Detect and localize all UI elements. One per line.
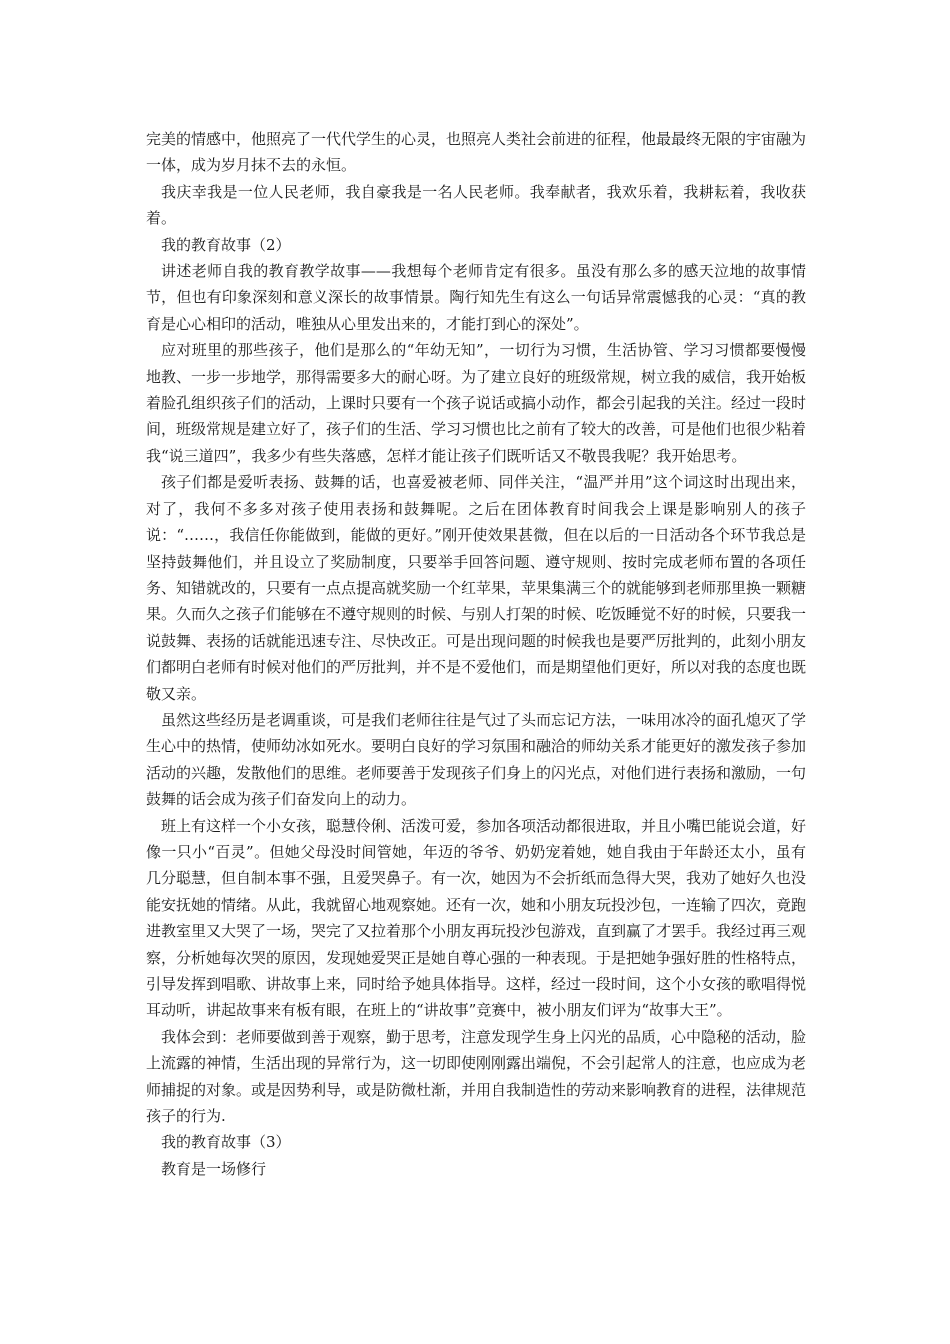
paragraph-class-routine: 应对班里的那些孩子，他们是那么的“年幼无知”，一切行为习惯，生活协管、学习习惯都要慢慢地教、一步一步地学，那得需要多大的耐心呀。为了建立良好的班级常规，树立我的威信，我开始板着脸孔组织孩子们的活动，上课时只要有一个孩子说话或搞小动作，都会引起我的关注。经过一段时间，班级常规是建立好了，孩子们的生活、学习习惯也比之前有了较大的改善，可是他们也很少粘着我“说三道四”，我多少有些失落感，怎样才能让孩子们既听话又不敬畏我呢？我开始思考。 xyxy=(146,341,807,465)
document-page xyxy=(146,126,806,1182)
paragraph-reflection: 虽然这些经历是老调重谈，可是我们老师往往是气过了头而忘记方法，一味用冰冷的面孔熄灭了学生心中的热情，使师幼冰如死水。要明白良好的学习氛围和融洽的师幼关系才能更好的激发孩子参加活动的兴趣，发散他们的思维。老师要善于发现孩子们身上的闪光点，对他们进行表扬和激励，一句鼓舞的话会成为孩子们奋发向上的动力。 xyxy=(146,710,807,809)
paragraph-intro-continued: 完美的情感中，他照亮了一代代学生的心灵，也照亮人类社会前进的征程，他最最终无限的宇宙融为一体，成为岁月抹不去的永恒。 xyxy=(146,130,807,175)
paragraph-story-2-intro: 讲述老师自我的教育教学故事——我想每个老师肯定有很多。虽没有那么多的感天泣地的故事情节，但也有印象深刻和意义深长的故事情景。陶行知先生有这么一句话异常震憾我的心灵：“真的教育是心心相印的活动，唯独从心里发出来的，才能打到心的深处”。 xyxy=(146,262,806,333)
paragraph-praise-encouragement: 孩子们都是爱听表扬、鼓舞的话，也喜爱被老师、同伴关注，“温严并用”这个词这时出现出来，对了，我何不多多对孩子使用表扬和鼓舞呢。之后在团体教育时间我会上课是影响别人的孩子说：“……，我信任你能做到，能做的更好。”刚开使效果甚微，但在以后的一日活动各个环节我总是坚持鼓舞他们，并且设立了奖励制度，只要举手回答问题、遵守规则、按时完成老师布置的各项任务、知错就改的，只要有一点点提高就奖励一个红苹果，苹果集满三个的就能够到老师那里换一颗糖果。久而久之孩子们能够在不遵守规则的时候、与别人打架的时候、吃饭睡觉不好的时候，只要我一说鼓舞、表扬的话就能迅速专注、尽快改正。可是出现问题的时候我也是要严厉批判的，此刻小朋友们都明白老师有时候对他们的严厉批判，并不是不爱他们，而是期望他们更好，所以对我的态度也既敬又亲。 xyxy=(146,473,807,703)
section-subtitle-cultivation: 教育是一场修行 xyxy=(161,1159,267,1178)
section-heading-story-3: 我的教育故事（3） xyxy=(161,1133,291,1152)
paragraph-little-girl-story: 班上有这样一个小女孩，聪慧伶俐、活泼可爱，参加各项活动都很进取，并且小嘴巴能说会道，好像一只小“百灵”。但她父母没时间管她，年迈的爷爷、奶奶宠着她，她自我由于年龄还太小，虽有几分聪慧，但自制本事不强，且爱哭鼻子。有一次，她因为不会折纸而急得大哭，我劝了她好久也没能安抚她的情绪。从此，我就留心地观察她。还有一次，她和小朋友玩投沙包，一连输了四次，竟跑进教室里又大哭了一场，哭完了又拉着那个小朋友再玩投沙包游戏，直到赢了才罢手。我经过再三观察，分析她每次哭的原因，发现她爱哭正是她自尊心强的一种表现。于是把她争强好胜的性格特点，引导发挥到唱歌、讲故事上来，同时给予她具体指导。这样，经过一段时间，这个小女孩的歌唱得悦耳动听，讲起故事来有板有眼，在班上的“讲故事”竞赛中，被小朋友们评为“故事大王”。 xyxy=(146,816,807,1020)
paragraph-teacher-pride: 我庆幸我是一位人民老师，我自豪我是一名人民老师。我奉献者，我欢乐着，我耕耘着，我收获着。 xyxy=(146,182,806,228)
section-heading-story-2: 我的教育故事（2） xyxy=(161,235,291,254)
paragraph-lesson-learned: 我体会到：老师要做到善于观察，勤于思考，注意发现学生身上闪光的品质，心中隐秘的活动，脸上流露的神情，生活出现的异常行为，这一切即使刚刚露出端倪，不会引起常人的注意，也应成为老师捕捉的对象。或是因势利导，或是防微杜渐，并用自我制造性的劳动来影响教育的进程，法律规范孩子的行为. xyxy=(146,1027,807,1126)
